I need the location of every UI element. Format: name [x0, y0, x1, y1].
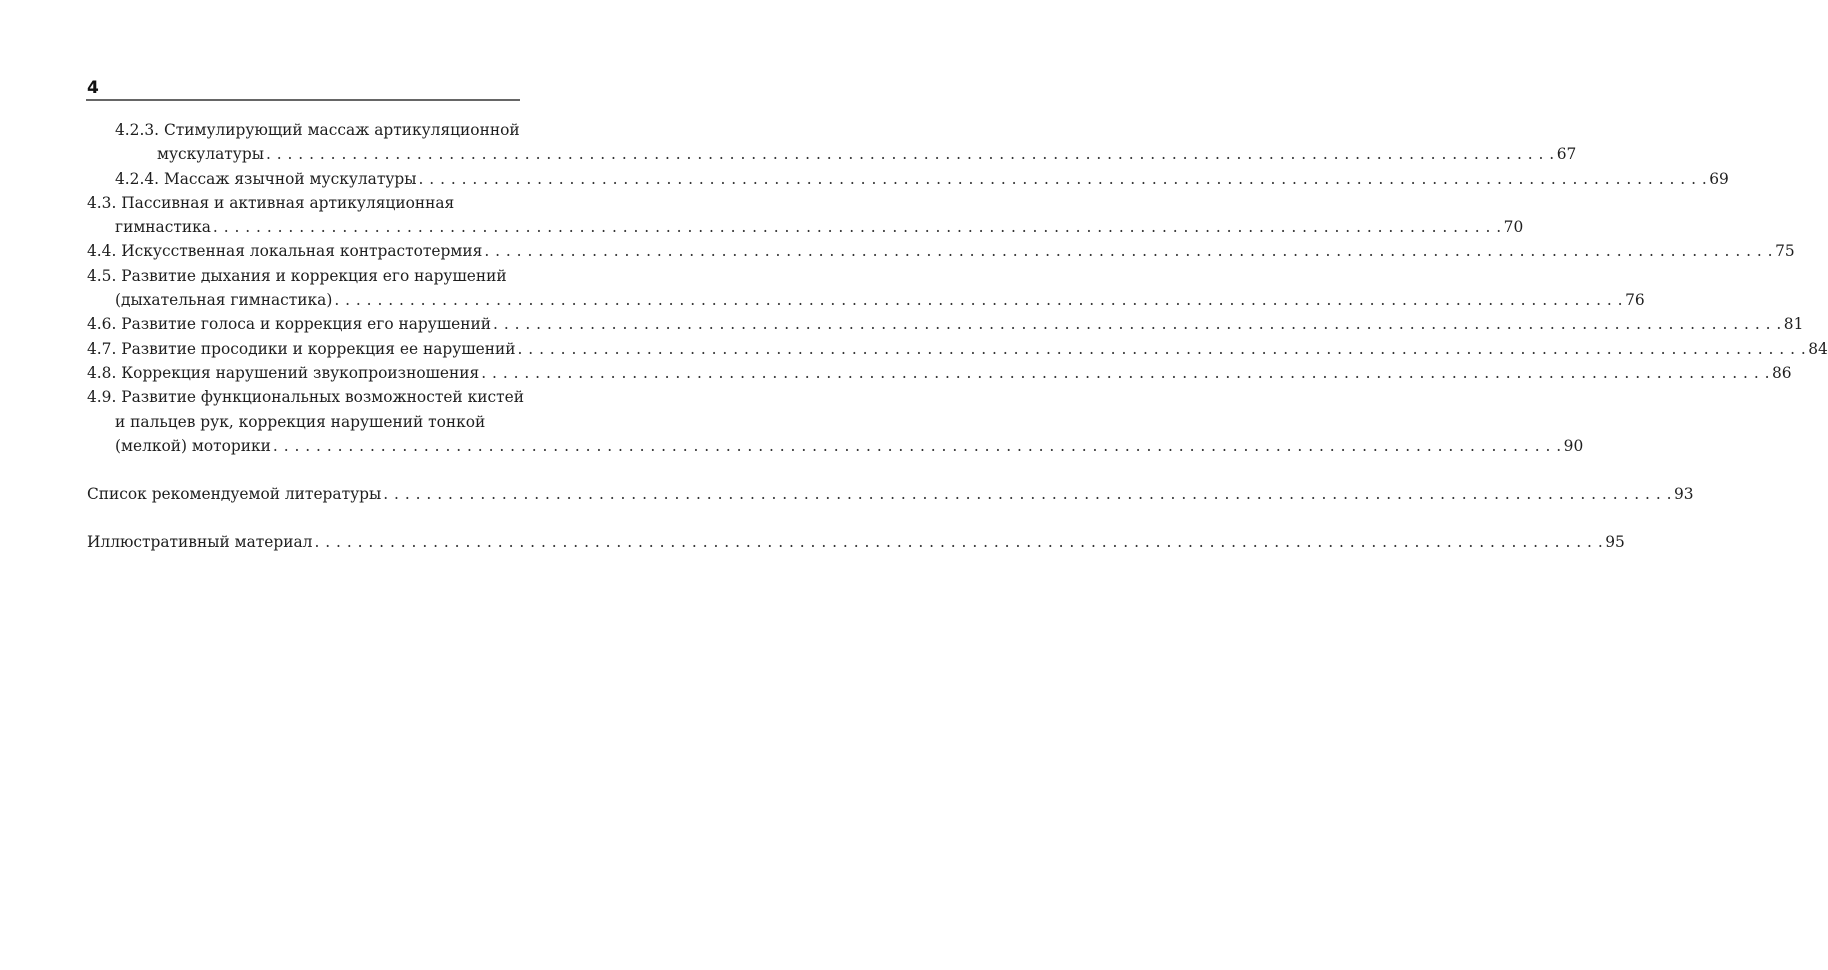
toc-page-number: 67 [1556, 145, 1577, 164]
toc-entry [87, 385, 1584, 458]
toc-entry-illustrations [87, 530, 1625, 554]
toc-entry-line: 4.3. Пассивная и активная артикуляционная [87, 193, 455, 212]
toc-entry-title: Иллюстративный материал [87, 533, 313, 552]
toc-entry-row [87, 337, 1828, 361]
toc-page-number: 76 [1625, 291, 1645, 310]
toc-dot-leader: . . . . . . . . . . . . . . . . . . . . . . . . . . . . . . . . . . . . . . . . . . . . . . . . . . . . . . . . . . . . . . . . . . . . . . . . . . . . . . . . . . . . . . . . . . . . . . . . . . . . . . . . . . . . . . . . . . . . . . . . [493, 315, 1782, 334]
toc-entry-title: мускулатуры [157, 145, 264, 164]
toc-entry-row [87, 312, 1804, 336]
toc-dot-leader: . . . . . . . . . . . . . . . . . . . . . . . . . . . . . . . . . . . . . . . . . . . . . . . . . . . . . . . . . . . . . . . . . . . . . . . . . . . . . . . . . . . . . . . . . . . . . . . . . . . . . . . . . . . . . . . . . . . . . . . . [484, 242, 1774, 261]
toc-dot-leader: . . . . . . . . . . . . . . . . . . . . . . . . . . . . . . . . . . . . . . . . . . . . . . . . . . . . . . . . . . . . . . . . . . . . . . . . . . . . . . . . . . . . . . . . . . . . . . . . . . . . . . . . . . . . . . . . . . . . . . . . [418, 169, 1708, 188]
toc-entry [87, 191, 1524, 240]
toc-entry-title: 4.2.4. Массаж язычной мускулатуры [115, 169, 417, 188]
toc-page-number: 93 [1674, 485, 1694, 504]
toc-entry-row [87, 215, 1524, 239]
toc-page-number: 81 [1783, 315, 1804, 334]
toc-dot-leader: . . . . . . . . . . . . . . . . . . . . . . . . . . . . . . . . . . . . . . . . . . . . . . . . . . . . . . . . . . . . . . . . . . . . . . . . . . . . . . . . . . . . . . . . . . . . . . . . . . . . . . . . . . . . . . . . . . . . . . . . [334, 291, 1624, 310]
toc-dot-leader: . . . . . . . . . . . . . . . . . . . . . . . . . . . . . . . . . . . . . . . . . . . . . . . . . . . . . . . . . . . . . . . . . . . . . . . . . . . . . . . . . . . . . . . . . . . . . . . . . . . . . . . . . . . . . . . . . . . . . . . . [265, 145, 1555, 164]
toc-entry-title: (мелкой) моторики [115, 436, 271, 455]
toc-entry-title: 4.7. Развитие просодики и коррекция ее нарушений [87, 339, 516, 358]
toc-entry-row [87, 288, 1645, 312]
toc-gap [87, 458, 542, 482]
toc-page-number: 70 [1503, 218, 1524, 237]
toc-page-number: 90 [1563, 436, 1584, 455]
toc-entry-literature [87, 482, 1694, 506]
toc-entry-line: 4.2.3. Стимулирующий массаж артикуляционной [115, 121, 520, 139]
toc-entry-line: 4.9. Развитие функциональных возможностей кистей [87, 388, 524, 407]
toc-entry [87, 337, 1828, 361]
toc-entry [87, 264, 1645, 313]
toc-dot-leader: . . . . . . . . . . . . . . . . . . . . . . . . . . . . . . . . . . . . . . . . . . . . . . . . . . . . . . . . . . . . . . . . . . . . . . . . . . . . . . . . . . . . . . . . . . . . . . . . . . . . . . . . . . . . . . . . . . . . . . . . [517, 339, 1807, 358]
toc-gap [87, 506, 542, 530]
toc-entry-title: (дыхательная гимнастика) [115, 291, 333, 310]
toc-entry-title: Список рекомендуемой литературы [87, 485, 382, 504]
toc-entry-line: 4.5. Развитие дыхания и коррекция его нарушений [87, 266, 507, 285]
table-of-contents [87, 118, 1828, 555]
toc-entry [87, 167, 1729, 191]
header-rule [86, 99, 520, 101]
toc-entry-row [87, 361, 1792, 385]
toc-entry-row [87, 239, 1795, 263]
toc-entry-title: 4.4. Искусственная локальная контрастотермия [87, 242, 483, 261]
toc-entry [87, 118, 1577, 167]
toc-dot-leader: . . . . . . . . . . . . . . . . . . . . . . . . . . . . . . . . . . . . . . . . . . . . . . . . . . . . . . . . . . . . . . . . . . . . . . . . . . . . . . . . . . . . . . . . . . . . . . . . . . . . . . . . . . . . . . . . . . . . . . . . [383, 485, 1673, 504]
toc-entry-line: и пальцев рук, коррекция нарушений тонкой [115, 412, 486, 431]
toc-dot-leader: . . . . . . . . . . . . . . . . . . . . . . . . . . . . . . . . . . . . . . . . . . . . . . . . . . . . . . . . . . . . . . . . . . . . . . . . . . . . . . . . . . . . . . . . . . . . . . . . . . . . . . . . . . . . . . . . . . . . . . . . [272, 436, 1562, 455]
toc-page-number: 75 [1775, 242, 1795, 261]
toc-entry-row [87, 434, 1584, 458]
toc-dot-leader: . . . . . . . . . . . . . . . . . . . . . . . . . . . . . . . . . . . . . . . . . . . . . . . . . . . . . . . . . . . . . . . . . . . . . . . . . . . . . . . . . . . . . . . . . . . . . . . . . . . . . . . . . . . . . . . . . . . . . . . . [481, 363, 1770, 382]
toc-entry [87, 312, 1804, 336]
toc-page-number: 95 [1605, 533, 1625, 552]
toc-entry-title: гимнастика [115, 218, 211, 237]
toc-entry-title: 4.6. Развитие голоса и коррекция его нарушений [87, 315, 492, 334]
toc-entry [87, 361, 1792, 385]
toc-entry-title: 4.8. Коррекция нарушений звукопроизношения [87, 363, 480, 382]
toc-page-number: 86 [1772, 363, 1792, 382]
toc-entry-row [87, 167, 1729, 191]
toc-dot-leader: . . . . . . . . . . . . . . . . . . . . . . . . . . . . . . . . . . . . . . . . . . . . . . . . . . . . . . . . . . . . . . . . . . . . . . . . . . . . . . . . . . . . . . . . . . . . . . . . . . . . . . . . . . . . . . . . . . . . . . . . [212, 218, 1502, 237]
toc-entry-row [87, 530, 1625, 554]
page-number: 4 [87, 78, 99, 98]
toc-entry [87, 239, 1795, 263]
toc-page-number: 84 [1808, 339, 1828, 358]
toc-dot-leader: . . . . . . . . . . . . . . . . . . . . . . . . . . . . . . . . . . . . . . . . . . . . . . . . . . . . . . . . . . . . . . . . . . . . . . . . . . . . . . . . . . . . . . . . . . . . . . . . . . . . . . . . . . . . . . . . . . . . . . . . [314, 533, 1604, 552]
toc-entry-row [87, 142, 1577, 166]
toc-page-number: 69 [1709, 169, 1729, 188]
toc-entry-row [87, 482, 1694, 506]
